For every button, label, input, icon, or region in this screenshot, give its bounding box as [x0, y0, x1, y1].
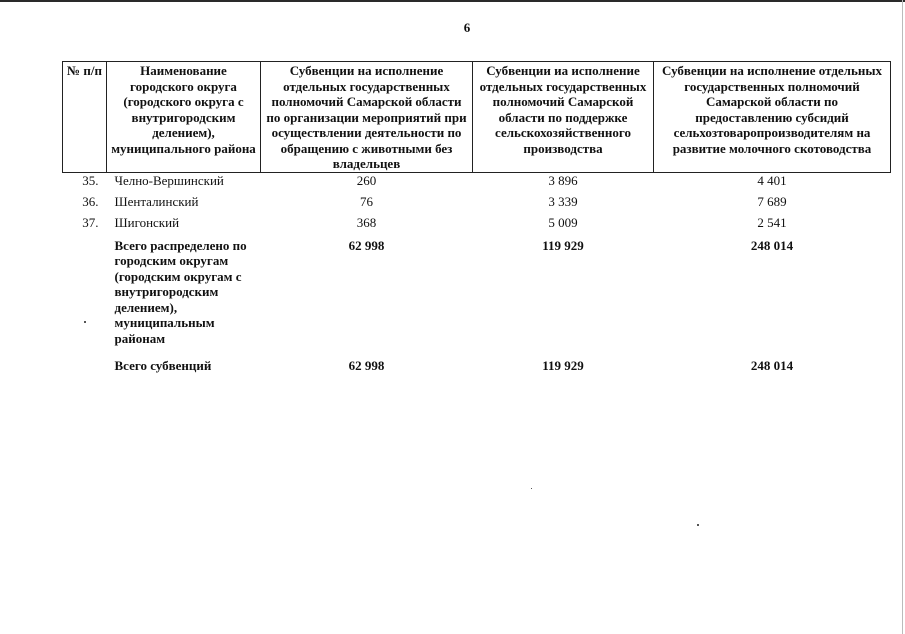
total-distributed-row [63, 236, 891, 347]
total-distributed-number [63, 236, 107, 347]
row-animals-value: 368 [356, 214, 377, 230]
row-agriculture-value: 5 009 [548, 214, 578, 230]
table-header-row [63, 62, 891, 173]
row-animals-value: 76 [360, 193, 373, 209]
scan-speck [84, 321, 86, 323]
row-number: 37. [82, 214, 99, 230]
header-number: № п/п [63, 62, 107, 173]
row-municipality: Челно-Вершинский [114, 172, 224, 188]
header-municipality: Наименование городского округа (городского округа с внутригородским делением), муниципального района [107, 62, 261, 173]
row-number: 36. [82, 193, 99, 209]
top-border-rule [0, 0, 905, 2]
total-subventions-row [63, 346, 891, 379]
row-agriculture-value: 3 896 [548, 172, 578, 188]
total-distributed-agriculture: 119 929 [542, 237, 584, 253]
total-subventions-dairy: 248 014 [750, 358, 794, 373]
row-dairy-value: 2 541 [757, 214, 787, 230]
total-subventions-label: Всего субвенций [114, 358, 212, 373]
header-animals-subvention: Субвенции на исполнение отдельных государственных полномочий Самарской области по организации мероприятий при осуществлении деятельности по обращению с животными без владельцев [261, 62, 473, 173]
total-subventions-animals: 62 998 [348, 358, 385, 373]
row-animals-value: 260 [356, 172, 377, 188]
table-row [63, 194, 891, 215]
total-distributed-animals: 62 998 [348, 237, 385, 253]
subventions-table [62, 61, 891, 379]
row-dairy-value: 4 401 [757, 172, 787, 188]
header-dairy-subvention: Субвенции на исполнение отдельных государственных полномочий Самарской области по предоставлению субсидий сельхозтоваропроизводителям на развитие молочного скотоводства [654, 62, 891, 173]
total-distributed-dairy: 248 014 [750, 237, 794, 253]
row-municipality: Шигонский [114, 214, 180, 230]
row-number: 35. [82, 172, 99, 188]
right-border-rule [902, 0, 903, 634]
page-number: 6 [463, 20, 471, 35]
total-distributed-label: Всего распределено по городским округам (городским округам с внутригородским делением), муниципальным районам [114, 237, 247, 346]
header-agriculture-subvention: Субвенции иа исполнение отдельных государственных полномочий Самарской области по поддержке сельскохозяйственного производства [473, 62, 654, 173]
scan-speck [697, 524, 699, 526]
row-dairy-value: 7 689 [757, 193, 787, 209]
table-row [63, 172, 891, 194]
total-subventions-number [63, 346, 107, 379]
row-agriculture-value: 3 339 [548, 193, 578, 209]
table-row [63, 215, 891, 236]
scan-speck [531, 488, 532, 489]
total-subventions-agriculture: 119 929 [542, 358, 584, 373]
row-municipality: Шенталинский [114, 193, 199, 209]
